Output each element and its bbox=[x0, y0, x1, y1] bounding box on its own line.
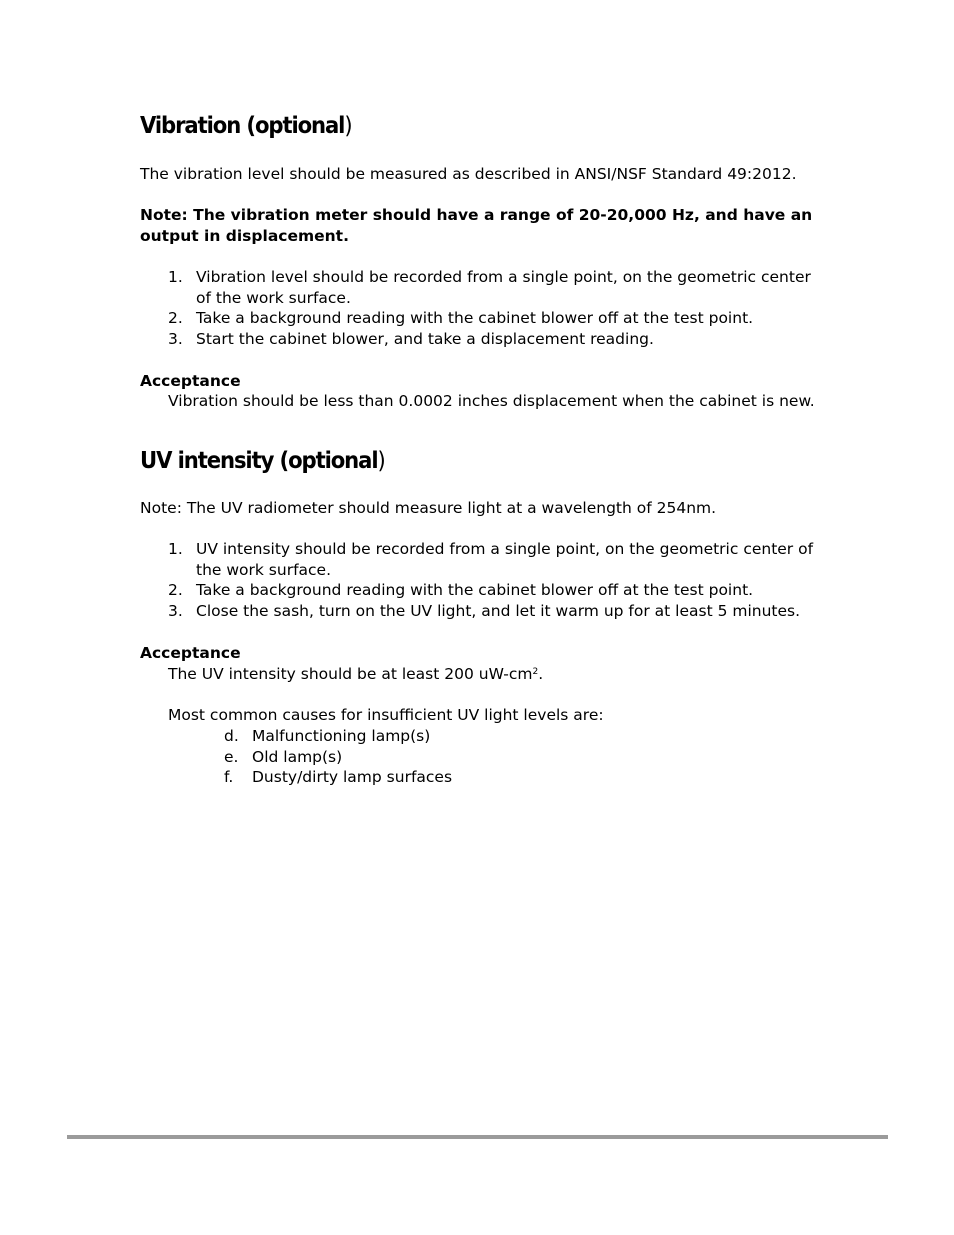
list-item-number: 1. bbox=[168, 268, 183, 286]
list-item-text: Vibration level should be recorded from a single point, on the geometric center of the work surface. bbox=[196, 268, 811, 307]
list-item bbox=[168, 767, 452, 788]
list-item-text: Malfunctioning lamp(s) bbox=[252, 727, 431, 745]
list-item-number: 2. bbox=[168, 309, 183, 328]
list-item-letter: f. bbox=[224, 768, 234, 787]
vibration-intro: The vibration level should be measured as described in ANSI/NSF Standard 49:2012. bbox=[140, 165, 797, 183]
vibration-acceptance-label: Acceptance bbox=[140, 372, 241, 390]
uv-acceptance-superscript: 2 bbox=[532, 667, 539, 677]
uv-heading bbox=[140, 446, 385, 476]
list-item-text: Start the cabinet blower, and take a displacement reading. bbox=[196, 329, 654, 348]
list-item-text: Take a background reading with the cabinet blower off at the test point. bbox=[196, 309, 754, 328]
list-item bbox=[168, 726, 452, 747]
list-item-text: Old lamp(s) bbox=[252, 747, 343, 766]
uv-steps-list bbox=[140, 539, 820, 621]
footer-divider bbox=[67, 1135, 888, 1139]
list-item bbox=[140, 267, 820, 308]
vibration-heading bbox=[140, 111, 351, 141]
list-item bbox=[140, 329, 820, 350]
vibration-heading-text: Vibration (optional bbox=[140, 113, 345, 139]
uv-acceptance-text bbox=[168, 664, 543, 685]
list-item bbox=[140, 601, 820, 622]
list-item bbox=[140, 580, 820, 601]
list-item bbox=[140, 308, 820, 329]
list-item-number: 3. bbox=[168, 601, 183, 620]
list-item-number: 2. bbox=[168, 581, 183, 600]
uv-causes-intro: Most common causes for insufficient UV light levels are: bbox=[168, 706, 604, 724]
list-item-text: Take a background reading with the cabinet blower off at the test point. bbox=[196, 581, 754, 600]
uv-acceptance-text-end: . bbox=[538, 665, 544, 683]
vibration-note-line-2: output in displacement. bbox=[140, 227, 349, 245]
vibration-note-line-1: Note: The vibration meter should have a range of 20-20,000 Hz, and have an bbox=[140, 206, 813, 224]
list-item-text: UV intensity should be recorded from a single point, on the geometric center of the work surface. bbox=[196, 540, 814, 579]
list-item bbox=[168, 747, 452, 768]
list-item-text: Close the sash, turn on the UV light, and let it warm up for at least 5 minutes. bbox=[196, 601, 801, 620]
vibration-steps-list bbox=[140, 267, 820, 349]
list-item-letter: d. bbox=[224, 727, 239, 745]
vibration-acceptance-text: Vibration should be less than 0.0002 inches displacement when the cabinet is new. bbox=[168, 392, 815, 410]
uv-acceptance-text-main: The UV intensity should be at least 200 uW-cm bbox=[168, 665, 533, 683]
vibration-heading-paren: ) bbox=[344, 113, 352, 139]
list-item-number: 1. bbox=[168, 540, 183, 558]
uv-acceptance-label: Acceptance bbox=[140, 644, 241, 662]
uv-causes-list bbox=[168, 726, 452, 788]
list-item-text: Dusty/dirty lamp surfaces bbox=[252, 768, 453, 787]
uv-heading-text: UV intensity (optional bbox=[140, 448, 378, 474]
uv-heading-paren: ) bbox=[377, 448, 385, 474]
list-item bbox=[140, 539, 820, 580]
uv-intro: Note: The UV radiometer should measure light at a wavelength of 254nm. bbox=[140, 499, 717, 517]
list-item-number: 3. bbox=[168, 329, 183, 348]
list-item-letter: e. bbox=[224, 747, 239, 766]
